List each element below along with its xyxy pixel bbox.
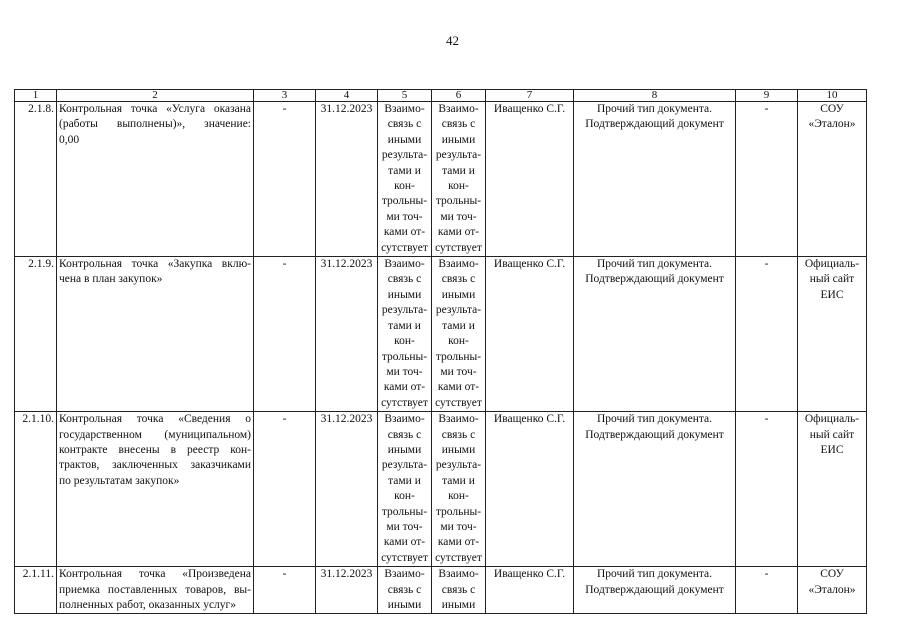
relationship-line: ми точ- <box>440 210 477 223</box>
relationship-cell <box>378 257 432 412</box>
document-type-cell <box>574 102 736 257</box>
relationship-line: тами и <box>388 474 421 487</box>
column-header: 3 <box>254 90 316 102</box>
checkpoint-name-line: Контрольная точка «Закупка вклю- <box>59 258 251 271</box>
col3-cell: - <box>254 257 316 412</box>
document-type-line: Прочий тип документа. <box>597 103 712 115</box>
column-header: 1 <box>15 90 57 102</box>
info-source-line: «Эталон» <box>808 118 856 131</box>
relationship-cell <box>378 102 432 257</box>
column-header: 6 <box>432 90 486 102</box>
relationship-line: кон- <box>394 335 415 348</box>
checkpoint-name-cell <box>57 412 254 567</box>
relationship-line: Взаимо- <box>384 413 425 426</box>
info-source-line: Официаль- <box>804 413 860 426</box>
relationship-cell <box>432 567 486 614</box>
table-row <box>15 412 867 567</box>
info-source-line: ЕИС <box>820 288 844 301</box>
table-row <box>15 102 867 257</box>
relationship-line: тами и <box>388 319 421 332</box>
relationship-line: связь с <box>441 118 476 131</box>
relationship-line: ми точ- <box>440 365 477 378</box>
relationship-line: ками от- <box>383 536 426 549</box>
col3-cell: - <box>254 567 316 614</box>
relationship-line: результа- <box>435 149 482 162</box>
relationship-line: Взаимо- <box>384 103 425 115</box>
checkpoint-name-line: по результатам закупок» <box>59 474 180 487</box>
date-cell: 31.12.2023 <box>316 257 378 412</box>
relationship-line: кон- <box>394 490 415 503</box>
relationship-cell <box>432 257 486 412</box>
responsible-cell: Иващенко С.Г. <box>486 257 574 412</box>
column-header: 4 <box>316 90 378 102</box>
relationship-line: ками от- <box>383 226 426 239</box>
responsible-cell: Иващенко С.Г. <box>486 102 574 257</box>
date-cell: 31.12.2023 <box>316 102 378 257</box>
relationship-line: тами и <box>388 164 421 177</box>
relationship-line: Взаимо- <box>438 568 479 581</box>
relationship-line: связь с <box>441 273 476 286</box>
relationship-line: ками от- <box>437 536 480 549</box>
relationship-line: иными <box>441 443 476 456</box>
page-number: 42 <box>446 33 459 48</box>
relationship-cell <box>378 412 432 567</box>
document-type-cell <box>574 412 736 567</box>
col9-cell: - <box>736 412 798 567</box>
info-source-line: Официаль- <box>804 258 860 271</box>
document-type-line: Подтверждающий документ <box>585 273 724 286</box>
relationship-line: Взаимо- <box>438 413 479 426</box>
checkpoint-name-line: контракте внесены в реестр кон- <box>59 443 251 456</box>
document-type-line: Подтверждающий документ <box>585 118 724 131</box>
relationship-line: Взаимо- <box>384 568 425 581</box>
date-cell: 31.12.2023 <box>316 567 378 614</box>
relationship-line: ми точ- <box>440 520 477 533</box>
relationship-line: связь с <box>387 583 422 596</box>
relationship-line: иными <box>441 288 476 301</box>
relationship-cell <box>378 567 432 614</box>
column-header: 7 <box>486 90 574 102</box>
relationship-line: иными <box>387 288 422 301</box>
relationship-line: трольны- <box>435 505 482 518</box>
relationship-line: иными <box>387 443 422 456</box>
info-source-line: СОУ <box>820 568 844 581</box>
date-cell: 31.12.2023 <box>316 412 378 567</box>
checkpoint-name-cell <box>57 102 254 257</box>
relationship-line: сутствует <box>381 396 428 409</box>
column-header: 5 <box>378 90 432 102</box>
header-row <box>15 90 867 102</box>
checkpoint-name-line: Контрольная точка «Услуга оказана <box>59 103 251 115</box>
checkpoint-name-cell <box>57 257 254 412</box>
info-source-cell <box>798 102 867 257</box>
relationship-line: сутствует <box>435 241 482 254</box>
col9-cell: - <box>736 102 798 257</box>
relationship-line: ками от- <box>383 381 426 394</box>
relationship-line: результа- <box>381 304 428 317</box>
document-type-cell <box>574 567 736 614</box>
relationship-line: результа- <box>435 459 482 472</box>
relationship-line: связь с <box>387 118 422 131</box>
info-source-cell <box>798 567 867 614</box>
checkpoint-name-line: Контрольная точка «Сведения о <box>59 413 251 426</box>
responsible-cell: Иващенко С.Г. <box>486 567 574 614</box>
relationship-line: сутствует <box>435 551 482 564</box>
checkpoint-name-line: (работы выполнены)», значение: <box>59 118 251 131</box>
checkpoint-name-line: 0,00 <box>59 133 80 146</box>
relationship-line: результа- <box>435 304 482 317</box>
relationship-line: тами и <box>442 474 475 487</box>
document-type-line: Подтверждающий документ <box>585 428 724 441</box>
relationship-line: Взаимо- <box>384 258 425 271</box>
document-type-line: Прочий тип документа. <box>597 413 712 426</box>
relationship-line: ками от- <box>437 226 480 239</box>
relationship-cell <box>432 412 486 567</box>
relationship-line: кон- <box>448 490 469 503</box>
relationship-line: трольны- <box>381 195 428 208</box>
relationship-line: ками от- <box>437 381 480 394</box>
document-type-cell <box>574 257 736 412</box>
relationship-line: трольны- <box>435 350 482 363</box>
info-source-cell <box>798 257 867 412</box>
table-row <box>15 257 867 412</box>
checkpoint-name-line: Контрольная точка «Произведена <box>59 568 251 581</box>
relationship-line: иными <box>441 133 476 146</box>
document-type-line: Подтверждающий документ <box>585 583 724 596</box>
relationship-line: иными <box>387 133 422 146</box>
col9-cell: - <box>736 567 798 614</box>
relationship-line: ми точ- <box>386 365 423 378</box>
relationship-line: иными <box>387 599 422 611</box>
relationship-line: ми точ- <box>386 520 423 533</box>
responsible-cell: Иващенко С.Г. <box>486 412 574 567</box>
column-header: 8 <box>574 90 736 102</box>
row-number-cell: 2.1.8. <box>15 102 57 257</box>
relationship-line: Взаимо- <box>438 258 479 271</box>
info-source-line: ный сайт <box>809 428 855 441</box>
relationship-line: трольны- <box>381 505 428 518</box>
info-source-line: СОУ <box>820 103 844 115</box>
relationship-line: сутствует <box>381 241 428 254</box>
info-source-line: ЕИС <box>820 443 844 456</box>
relationship-line: тами и <box>442 164 475 177</box>
relationship-line: результа- <box>381 149 428 162</box>
info-source-line: «Эталон» <box>808 583 856 596</box>
relationship-line: связь с <box>387 273 422 286</box>
relationship-cell <box>432 102 486 257</box>
checkpoint-name-line: полненных работ, оказанных услуг» <box>59 599 237 611</box>
relationship-line: кон- <box>448 335 469 348</box>
relationship-line: результа- <box>381 459 428 472</box>
info-source-cell <box>798 412 867 567</box>
checkpoint-name-line: государственном (муниципальном) <box>59 428 251 441</box>
checkpoint-name-line: приемка поставленных товаров, вы- <box>59 583 251 596</box>
relationship-line: связь с <box>441 583 476 596</box>
col3-cell: - <box>254 412 316 567</box>
relationship-line: кон- <box>448 180 469 193</box>
relationship-line: трольны- <box>435 195 482 208</box>
table-row <box>15 567 867 614</box>
row-number-cell: 2.1.10. <box>15 412 57 567</box>
relationship-line: иными <box>441 599 476 611</box>
checkpoint-name-line: чена в план закупок» <box>59 273 163 286</box>
checkpoint-name-line: трактов, заключенных заказчиками <box>59 459 251 472</box>
relationship-line: трольны- <box>381 350 428 363</box>
relationship-line: Взаимо- <box>438 103 479 115</box>
document-type-line: Прочий тип документа. <box>597 568 712 581</box>
relationship-line: связь с <box>387 428 422 441</box>
column-header: 2 <box>57 90 254 102</box>
row-number-cell: 2.1.11. <box>15 567 57 614</box>
col3-cell: - <box>254 102 316 257</box>
relationship-line: ми точ- <box>386 210 423 223</box>
document-type-line: Прочий тип документа. <box>597 258 712 271</box>
relationship-line: сутствует <box>381 551 428 564</box>
column-header: 10 <box>798 90 867 102</box>
relationship-line: кон- <box>394 180 415 193</box>
relationship-line: тами и <box>442 319 475 332</box>
relationship-line: связь с <box>441 428 476 441</box>
checkpoints-table <box>14 89 867 614</box>
relationship-line: сутствует <box>435 396 482 409</box>
info-source-line: ный сайт <box>809 273 855 286</box>
col9-cell: - <box>736 257 798 412</box>
checkpoint-name-cell <box>57 567 254 614</box>
column-header: 9 <box>736 90 798 102</box>
row-number-cell: 2.1.9. <box>15 257 57 412</box>
